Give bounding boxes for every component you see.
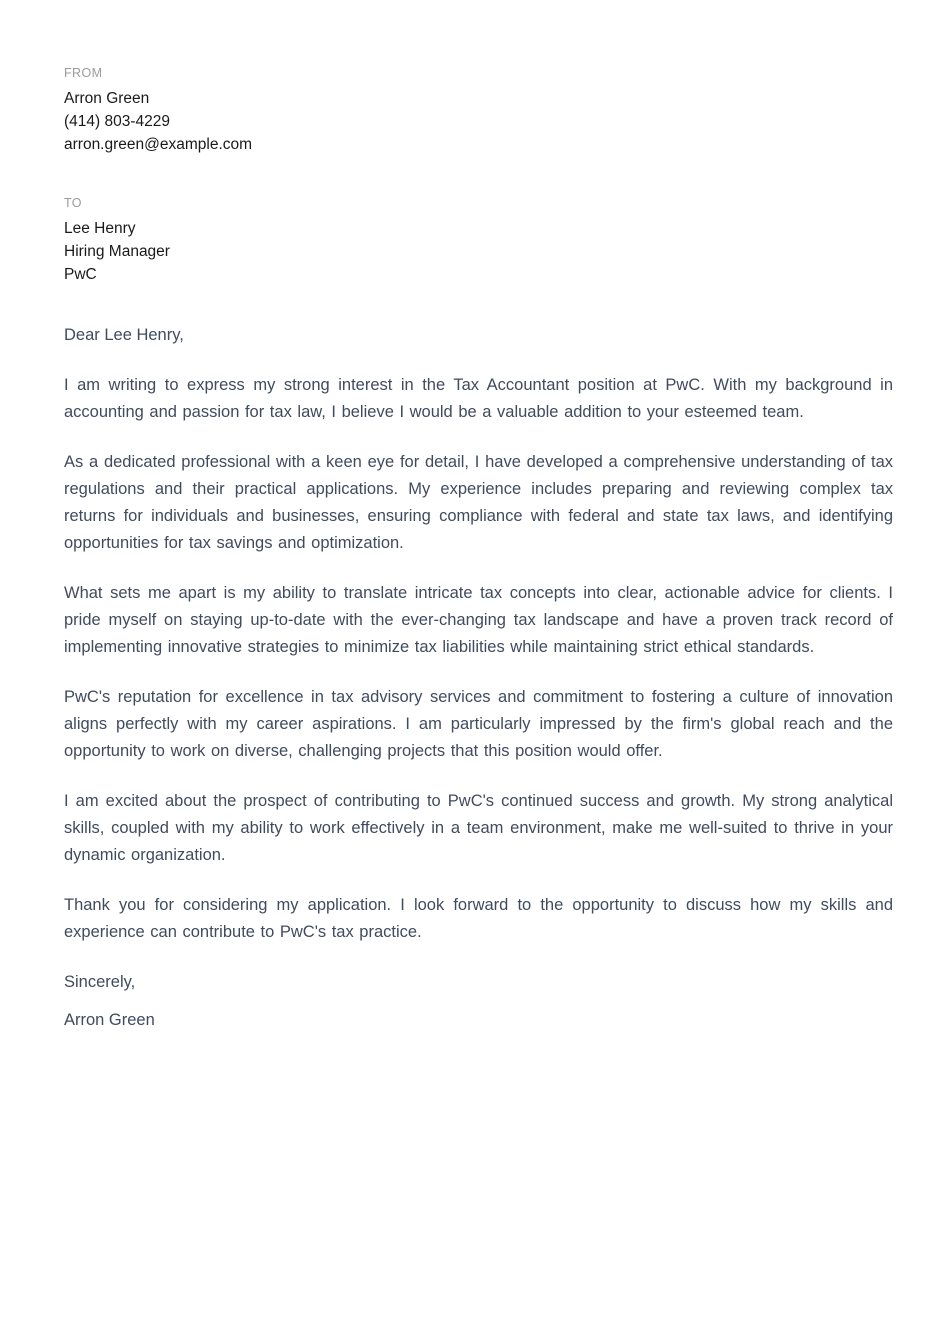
- salutation: Dear Lee Henry,: [64, 326, 184, 344]
- body-paragraph: I am writing to express my strong interest in the Tax Accountant position at PwC. With my background in accounting and passion for tax law, I believe I would be a valuable addition to your esteemed team.: [64, 376, 893, 421]
- body-paragraph: Thank you for considering my application. I look forward to the opportunity to discuss how my skills and experience can contribute to PwC's tax practice.: [64, 896, 893, 941]
- to-label: TO: [64, 196, 82, 210]
- letter-body: [64, 322, 893, 1034]
- recipient-title: Hiring Manager: [64, 243, 170, 260]
- body-paragraph: I am excited about the prospect of contributing to PwC's continued success and growth. My strong analytical skills, coupled with my ability to work effectively in a team environment, make me well-suited to thrive in your dynamic organization.: [64, 792, 893, 864]
- body-paragraph: As a dedicated professional with a keen eye for detail, I have developed a comprehensive understanding of tax regulations and their practical applications. My experience includes preparing and reviewing complex tax returns for individuals and businesses, ensuring compliance with federal and state tax laws, and identifying opportunities for tax savings and optimization.: [64, 453, 893, 552]
- body-paragraph: What sets me apart is my ability to translate intricate tax concepts into clear, actionable advice for clients. I pride myself on staying up-to-date with the ever-changing tax landscape and have a proven track record of implementing innovative strategies to minimize tax liabilities while maintaining strict ethical standards.: [64, 584, 893, 656]
- to-block: [64, 196, 893, 286]
- sender-name: Arron Green: [64, 90, 150, 107]
- letter-header: [64, 66, 893, 286]
- closing: Sincerely,: [64, 973, 136, 991]
- body-paragraph: PwC's reputation for excellence in tax advisory services and commitment to fostering a culture of innovation aligns perfectly with my career aspirations. I am particularly impressed by the firm's global reach and the opportunity to work on diverse, challenging projects that this position would offer.: [64, 688, 893, 760]
- sender-email: arron.green@example.com: [64, 136, 253, 153]
- from-block: [64, 66, 893, 156]
- sender-phone: (414) 803-4229: [64, 113, 170, 130]
- recipient-name: Lee Henry: [64, 220, 136, 237]
- recipient-company: PwC: [64, 266, 97, 283]
- from-label: FROM: [64, 66, 103, 80]
- signature-name: Arron Green: [64, 1011, 155, 1029]
